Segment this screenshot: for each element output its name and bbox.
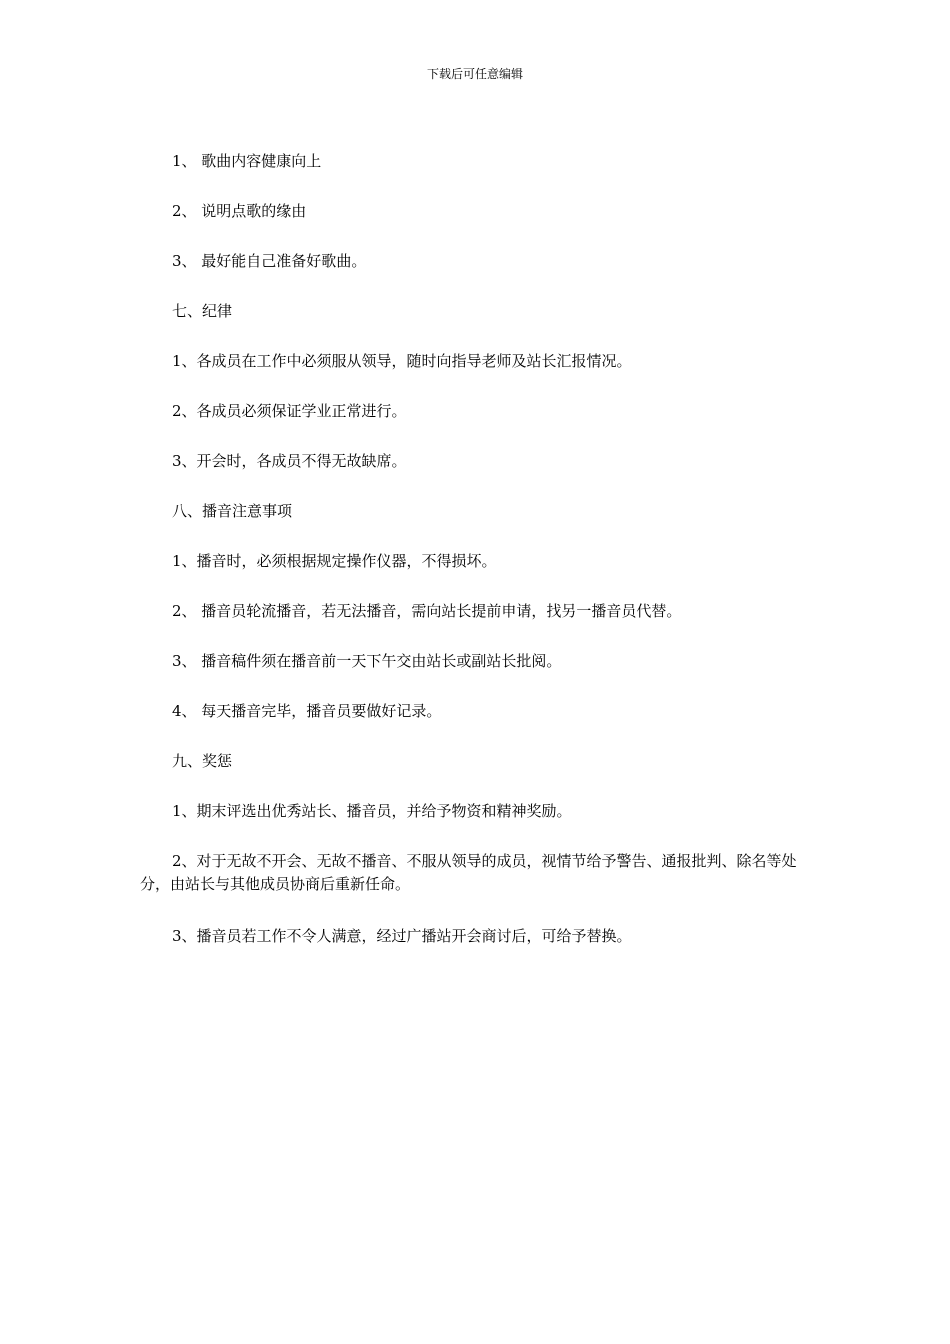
- list-item-song-reason: 2、 说明点歌的缘由: [172, 202, 307, 220]
- section-heading-discipline: 七、纪律: [172, 302, 233, 320]
- list-item-rewards-1: 1、期末评选出优秀站长、播音员，并给予物资和精神奖励。: [172, 802, 572, 820]
- list-item-broadcast-2: 2、 播音员轮流播音，若无法播音，需向站长提前申请，找另一播音员代替。: [172, 602, 682, 620]
- list-item-discipline-2: 2、各成员必须保证学业正常进行。: [172, 402, 407, 420]
- section-heading-rewards-penalties: 九、奖惩: [172, 752, 233, 770]
- list-item-broadcast-1: 1、播音时，必须根据规定操作仪器，不得损坏。: [172, 552, 497, 570]
- list-item-rewards-3: 3、播音员若工作不令人满意，经过广播站开会商讨后，可给予替换。: [172, 927, 632, 945]
- list-item-discipline-3: 3、开会时，各成员不得无故缺席。: [172, 452, 407, 470]
- section-heading-broadcast-notes: 八、播音注意事项: [172, 502, 293, 520]
- list-item-discipline-1: 1、各成员在工作中必须服从领导，随时向指导老师及站长汇报情况。: [172, 352, 632, 370]
- list-item-rewards-2: 2、对于无故不开会、无故不播音、不服从领导的成员，视情节给予警告、通报批判、除名等处分，由站长与其他成员协商后重新任命。: [140, 852, 797, 893]
- page-header: 下载后可任意编辑: [426, 67, 523, 81]
- list-item-song-content: 1、 歌曲内容健康向上: [172, 152, 322, 170]
- document-body: [140, 150, 820, 975]
- list-item-song-prepare: 3、 最好能自己准备好歌曲。: [172, 252, 367, 270]
- list-item-broadcast-4: 4、 每天播音完毕，播音员要做好记录。: [172, 702, 442, 720]
- list-item-broadcast-3: 3、 播音稿件须在播音前一天下午交由站长或副站长批阅。: [172, 652, 562, 670]
